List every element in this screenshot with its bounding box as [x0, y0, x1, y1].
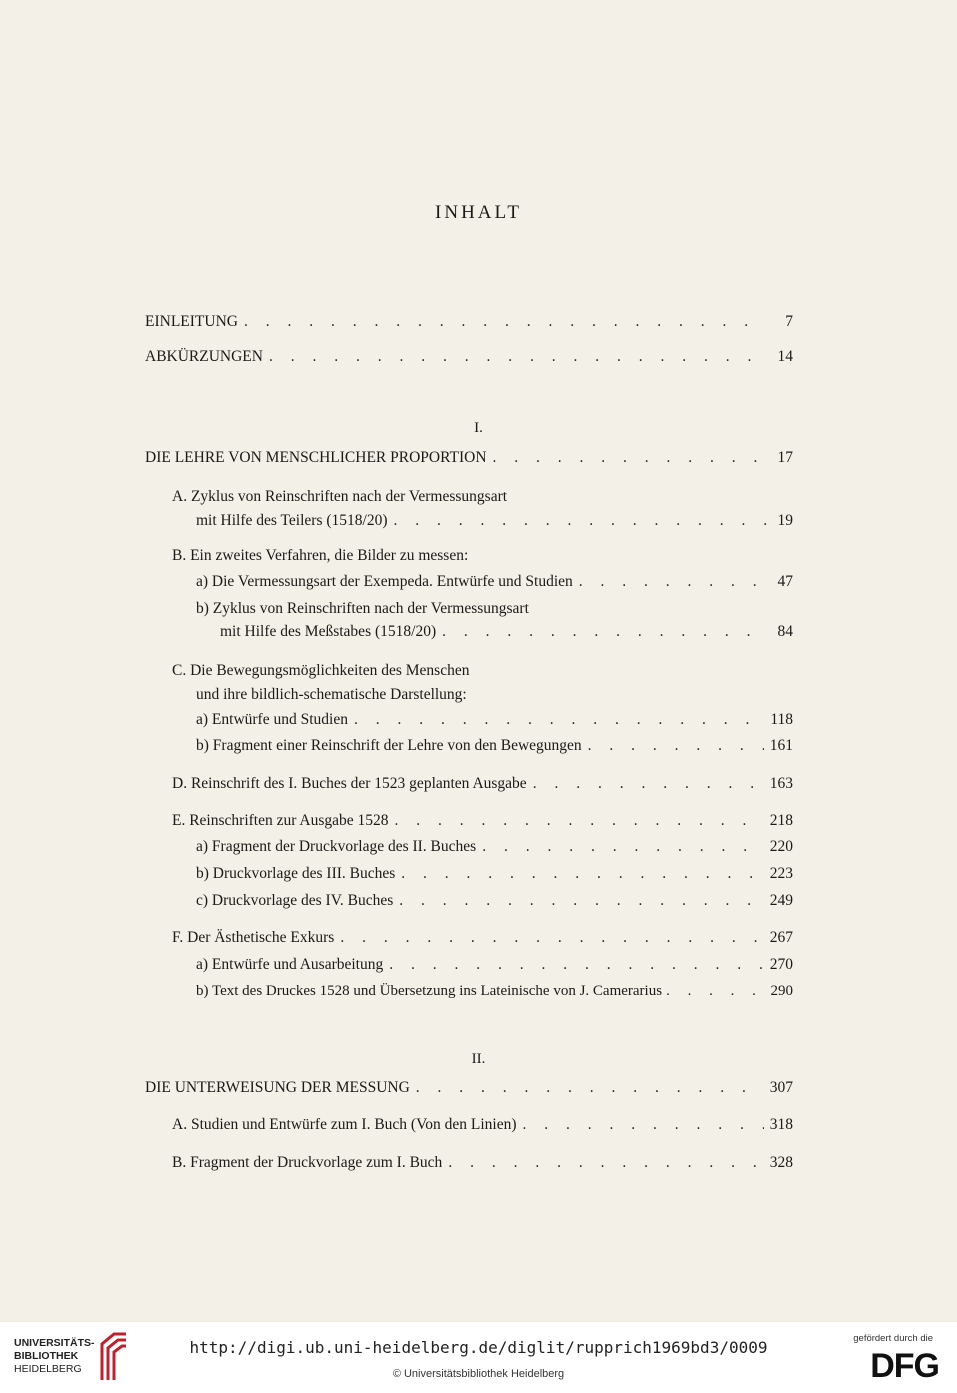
leader-dots: [354, 710, 764, 730]
toc-entry-B-b[interactable]: mit Hilfe des Meßstabes (1518/20) . . . 84: [220, 622, 793, 642]
toc-entry-B-line1: B. Ein zweites Verfahren, die Bilder zu messen:: [172, 547, 469, 564]
dfg-logo-icon: DFG: [870, 1347, 939, 1385]
toc-entry-C-line2: und ihre bildlich-schematische Darstellung:: [196, 686, 467, 703]
toc-entry-A-line1: A. Zyklus von Reinschriften nach der Vermessungsart: [172, 488, 508, 505]
toc-heading-part2[interactable]: DIE UNTERWEISUNG DER MESSUNG . . . 307: [145, 1078, 793, 1098]
part-numeral-2: II.: [471, 1051, 486, 1067]
leader-dots: [448, 1153, 763, 1173]
toc-entry-abkuerzungen[interactable]: ABKÜRZUNGEN . . . 14: [145, 347, 793, 367]
toc-entry-B-a[interactable]: a) Die Vermessungsart der Exempeda. Entwürfe und Studien . . . 47: [196, 572, 793, 592]
leader-dots: [666, 981, 766, 1001]
leader-dots: [395, 811, 764, 831]
toc-entry-F-b[interactable]: b) Text des Druckes 1528 und Übersetzung ins Lateinische von J. Camerarius . . . 290: [196, 981, 793, 1001]
toc-entry-C-b[interactable]: b) Fragment einer Reinschrift der Lehre von den Bewegungen . . . 161: [196, 736, 793, 756]
part-numeral-1: I.: [474, 420, 483, 436]
toc-heading-part1[interactable]: DIE LEHRE VON MENSCHLICHER PROPORTION . . . 17: [145, 448, 793, 468]
leader-dots: [269, 347, 767, 367]
leader-dots: [579, 572, 767, 592]
toc-entry-F-a[interactable]: a) Entwürfe und Ausarbeitung . . . 270: [196, 955, 793, 975]
funding-label: gefördert durch die: [853, 1333, 933, 1344]
copyright-notice: © Universitätsbibliothek Heidelberg: [392, 1368, 565, 1380]
toc-entry-C-line1: C. Die Bewegungsmöglichkeiten des Menschen: [172, 662, 470, 679]
leader-dots: [442, 622, 767, 642]
toc-entry-E[interactable]: E. Reinschriften zur Ausgabe 1528 . . . 218: [172, 811, 793, 831]
leader-dots: [401, 864, 763, 884]
toc-entry-A[interactable]: mit Hilfe des Teilers (1518/20) . . . 19: [196, 511, 793, 531]
toc-entry-II-B[interactable]: B. Fragment der Druckvorlage zum I. Buch . . . 328: [172, 1153, 793, 1173]
toc-entry-E-c[interactable]: c) Druckvorlage des IV. Buches . . . 249: [196, 891, 793, 911]
toc-entry-F[interactable]: F. Der Ästhetische Exkurs . . . 267: [172, 928, 793, 948]
library-name: UNIVERSITÄTS- BIBLIOTHEK HEIDELBERG: [14, 1337, 95, 1375]
document-url-link[interactable]: http://digi.ub.uni-heidelberg.de/diglit/rupprich1969bd3/0009: [189, 1338, 768, 1357]
leader-dots: [416, 1078, 764, 1098]
leader-dots: [493, 448, 767, 468]
toc-entry-B-b-line1: b) Zyklus von Reinschriften nach der Vermessungsart: [196, 600, 529, 617]
toc-entry-E-b[interactable]: b) Druckvorlage des III. Buches . . . 223: [196, 864, 793, 884]
leader-dots: [588, 736, 764, 756]
page-title: INHALT: [435, 202, 522, 223]
toc-entry-C-a[interactable]: a) Entwürfe und Studien . . . 118: [196, 710, 793, 730]
toc-entry-E-a[interactable]: a) Fragment der Druckvorlage des II. Buches . . . 220: [196, 837, 793, 857]
leader-dots: [482, 837, 764, 857]
leader-dots: [523, 1115, 764, 1135]
leader-dots: [399, 891, 763, 911]
leader-dots: [533, 774, 764, 794]
leader-dots: [393, 511, 767, 531]
leader-dots: [389, 955, 764, 975]
footer-bar: [0, 1322, 957, 1393]
leader-dots: [340, 928, 763, 948]
toc-entry-einleitung[interactable]: EINLEITUNG . . . 7: [145, 312, 793, 332]
toc-entry-D[interactable]: D. Reinschrift des I. Buches der 1523 geplanten Ausgabe . . . 163: [172, 774, 793, 794]
toc-entry-II-A[interactable]: A. Studien und Entwürfe zum I. Buch (Von den Linien) . . . 318: [172, 1115, 793, 1135]
leader-dots: [244, 312, 767, 332]
